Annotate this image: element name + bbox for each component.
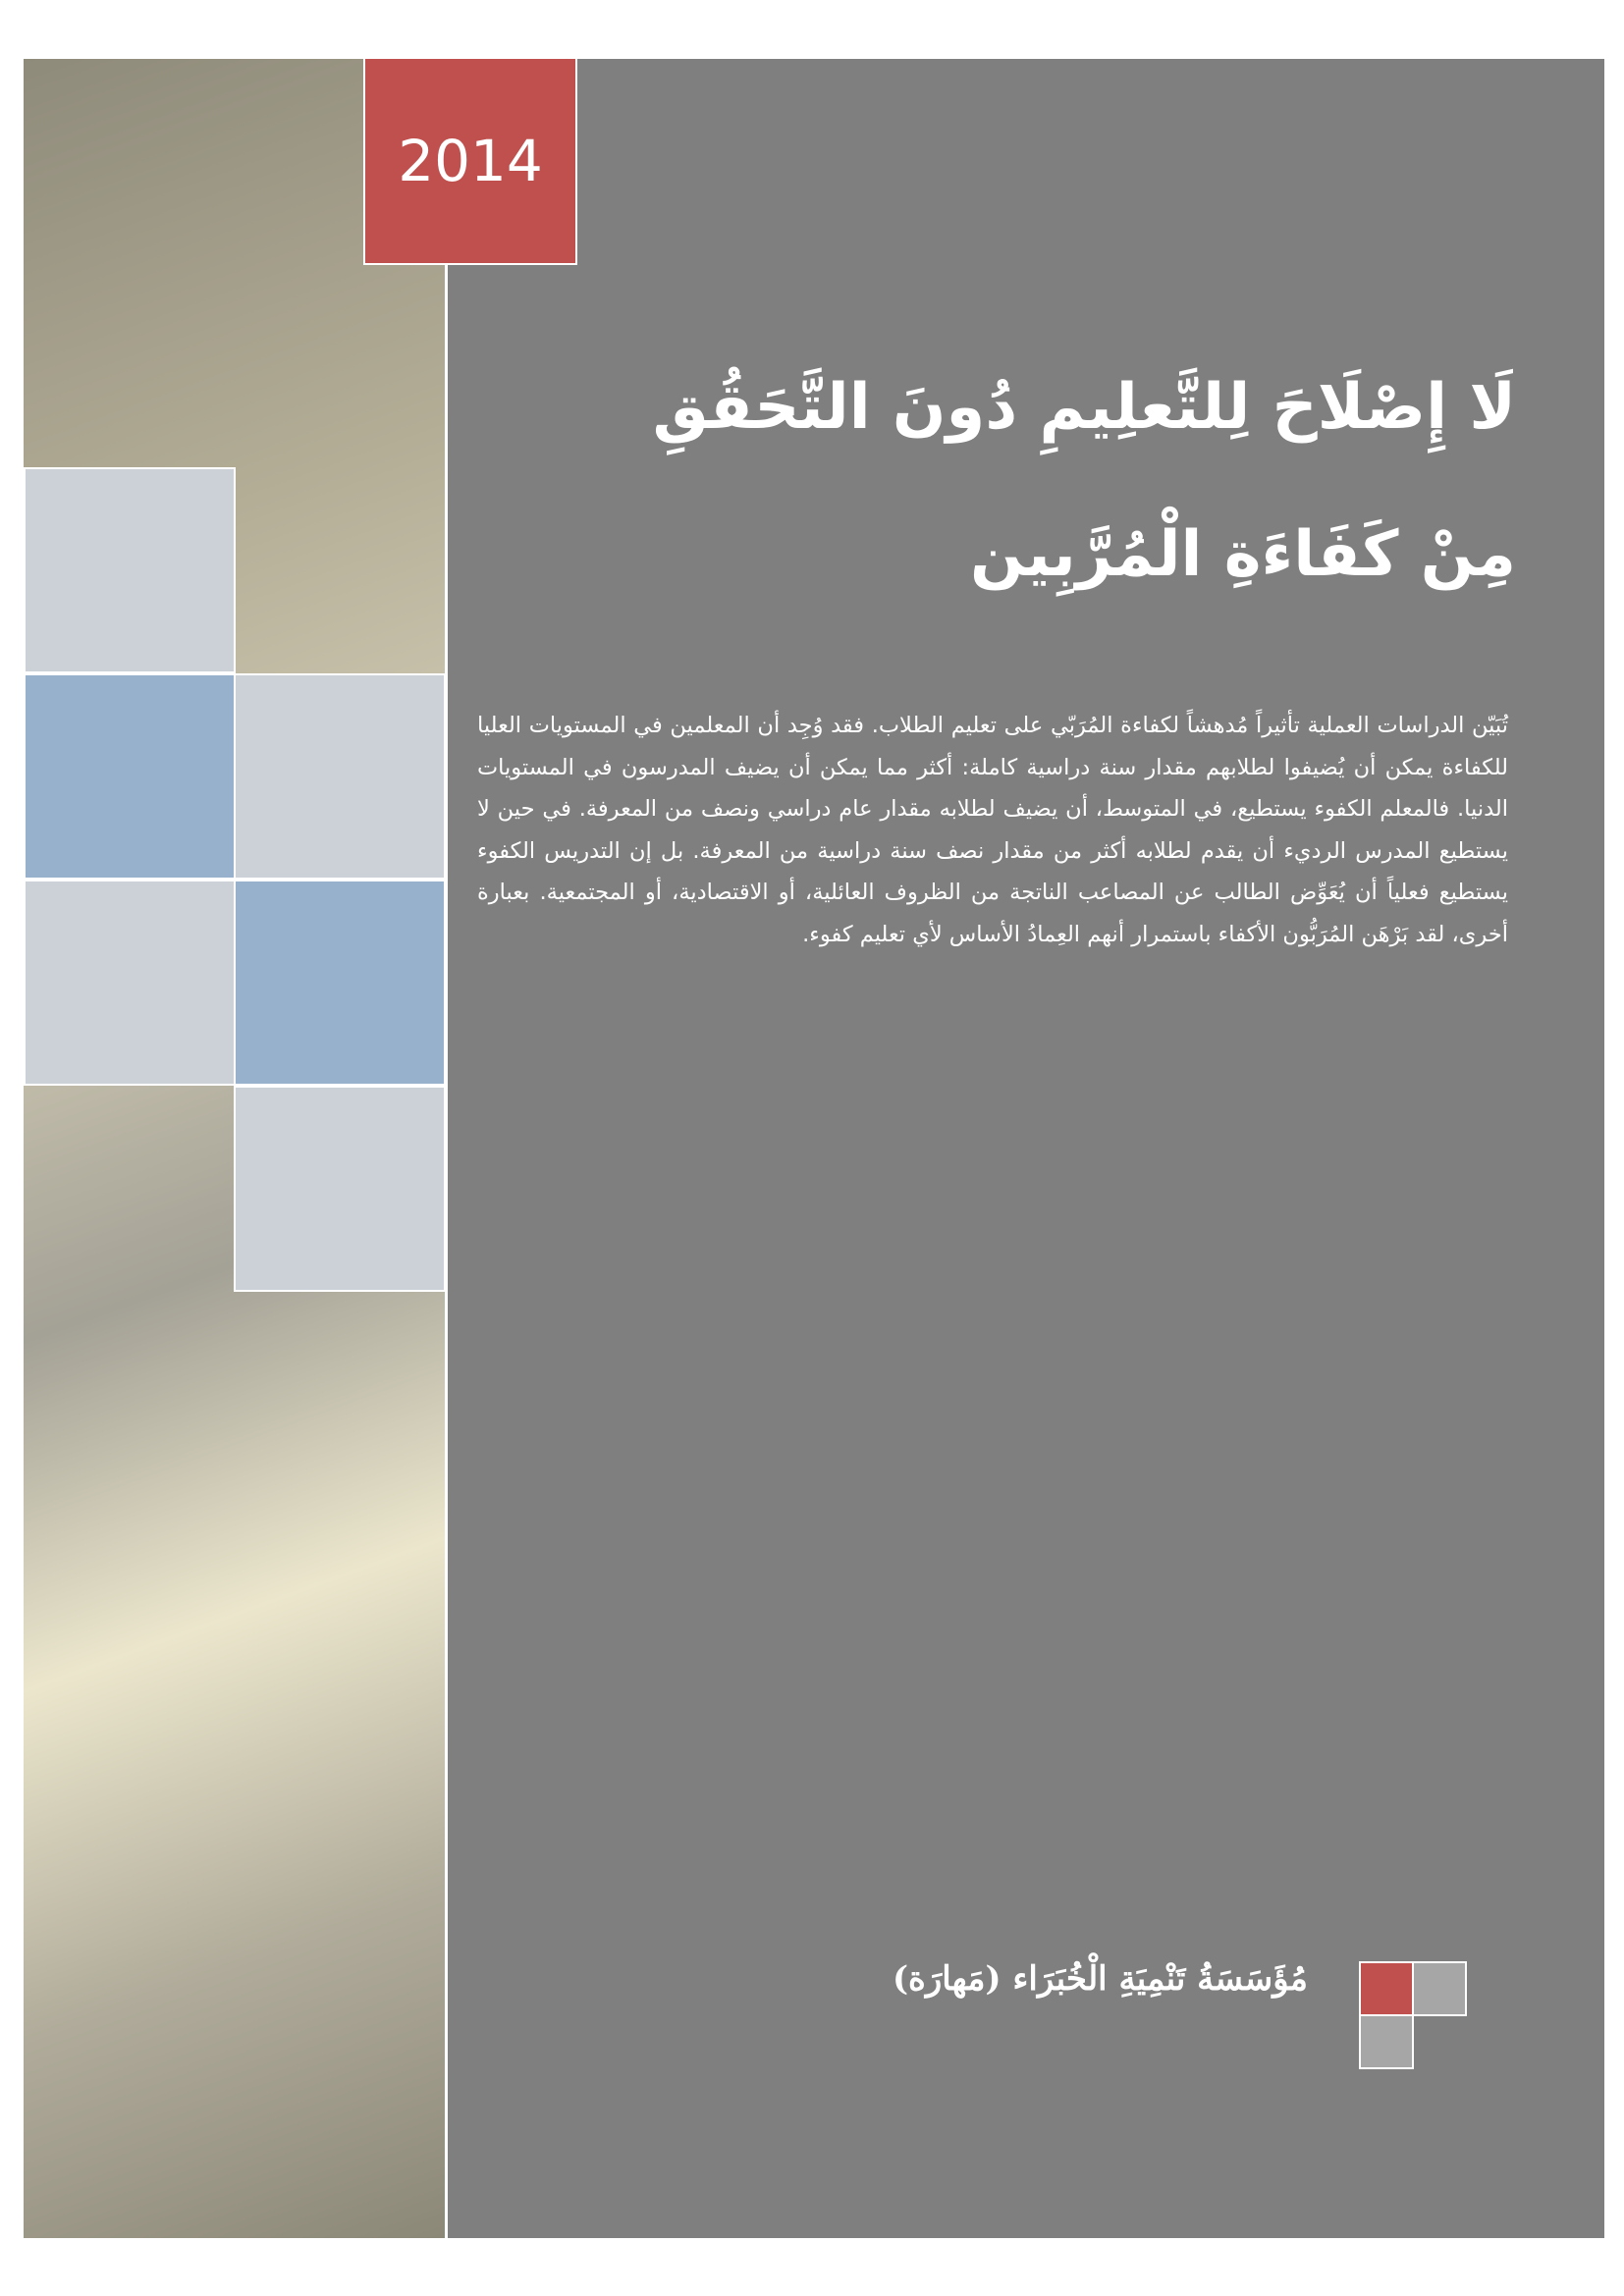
year-text: 2014 [398,128,543,194]
title-line-1: لَا إِصْلَاحَ لِلتَّعلِيمِ دُونَ التَّحَقُقِ [652,371,1516,444]
abstract-paragraph: تُبَيّن الدراسات العملية تأثيراً مُدهشاً لكفاءة المُرَبّي على تعليم الطلاب. فقد وُجِد أن المعلمين في المستويات العليا للكفاءة يمكن أن يُضيفوا لطلابهم مقدار سنة دراسية كاملة: أكثر مما يمكن أن يضيف المدرسون في المستويات الدنيا. فالمعلم الكفوء يستطيع، في المتوسط، أن يضيف لطلابه مقدار عام دراسي ونصف من المعرفة. في حين لا يستطيع المدرس الرديء أن يقدم لطلابه أكثر من مقدار نصف سنة دراسية من المعرفة. بل إن التدريس الكفوء يستطيع فعلياً أن يُعَوِّض الطالب عن المصاعب الناتجة من الظروف العائلية، أو الاقتصادية، أو المجتمعية. بعبارة أخرى، لقد بَرْهَن المُرَبُّون الأكفاء باستمرار أنهم العِمادُ الأساس لأي تعليم كفوء. [477,713,1508,947]
decorative-tile [234,880,446,1086]
organization-name: مُؤَسَسَةُ تَنْمِيَةِ الْخُبَرَاء (مَهارَة) [892,1959,1308,1999]
decorative-tile [234,673,446,880]
cover-title [534,334,1516,628]
logo-square-grey [1359,2014,1414,2069]
logo-square-red [1359,1961,1414,2016]
decorative-tile [24,673,236,880]
decorative-tile [24,880,236,1086]
decorative-tile [234,1086,446,1292]
year-badge [363,59,577,265]
decorative-tile [24,467,236,673]
title-line-2: مِنْ كَفَاءَةِ الْمُرَّبِين [969,518,1516,591]
logo-square-grey [1412,1961,1467,2016]
